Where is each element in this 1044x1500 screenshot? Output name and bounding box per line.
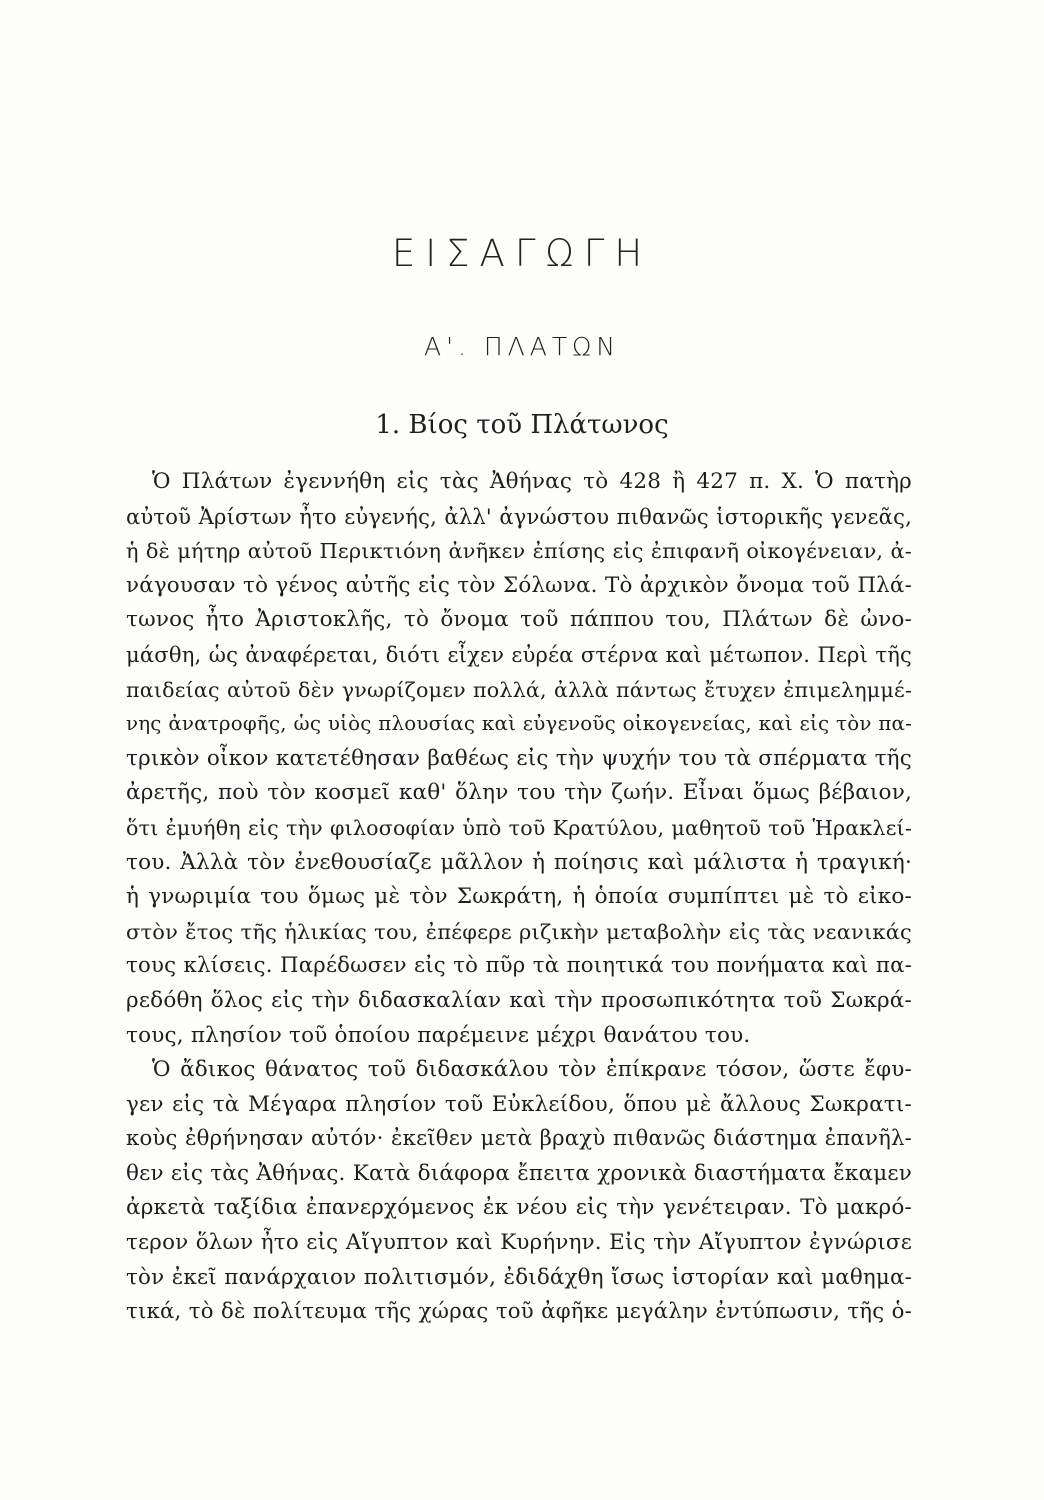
paragraph-1 [126, 465, 912, 1053]
text-line: τρικὸν οἶκον κατετέθησαν βαθέως εἰς τὴν ψυχήν του τὰ σπέρματα τῆς [126, 745, 912, 771]
text-line: αὐτοῦ Ἀρίστων ἦτο εὐγενής, ἀλλ' ἀγνώστου πιθανῶς ἱστορικῆς γενεᾶς, [126, 503, 912, 529]
text-line: νης ἀνατροφῆς, ὡς υἱὸς πλουσίας καὶ εὐγενοῦς οἰκογενείας, καὶ εἰς τὸν πα- [126, 712, 912, 736]
text-line: τὸν ἐκεῖ πανάρχαιον πολιτισμόν, ἐδιδάχθη ἴσως ἱστορίαν καὶ μαθημα- [126, 1264, 912, 1290]
text-line: τους κλίσεις. Παρέδωσεν εἰς τὸ πῦρ τὰ ποιητικά του πονήματα καὶ πα- [126, 953, 912, 979]
text-line: τικά, τὸ δὲ πολίτευμα τῆς χώρας τοῦ ἀφῆκε μεγάλην ἐντύπωσιν, τῆς ὁ- [126, 1299, 912, 1325]
body-text [126, 465, 912, 1330]
text-line: νάγουσαν τὸ γένος αὐτῆς εἰς τὸν Σόλωνα. Τὸ ἀρχικὸν ὄνομα τοῦ Πλά- [126, 572, 912, 598]
text-line: Ὁ ἄδικος θάνατος τοῦ διδασκάλου τὸν ἐπίκρανε τόσον, ὥστε ἔφυ- [152, 1057, 912, 1083]
part-title: Α'. ΠΛΑΤΩΝ [424, 332, 620, 361]
text-line: τερον ὅλων ἦτο εἰς Αἴγυπτον καὶ Κυρήνην. Εἰς τὴν Αἴγυπτον ἐγνώρισε [126, 1230, 912, 1256]
text-line: παιδείας αὐτοῦ δὲν γνωρίζομεν πολλά, ἀλλὰ πάντως ἔτυχεν ἐπιμελημμέ- [126, 677, 912, 702]
chapter-title: ΕΙΣΑΓΩΓΗ [391, 232, 653, 275]
paragraph-2 [126, 1053, 912, 1330]
text-line: θεν εἰς τὰς Ἀθήνας. Κατὰ διάφορα ἔπειτα χρονικὰ διαστήματα ἔκαμεν [126, 1160, 912, 1186]
text-line: ἡ δὲ μήτηρ αὐτοῦ Περικτιόνη ἀνῆκεν ἐπίσης εἰς ἐπιφανῆ οἰκογένειαν, ἀ- [126, 539, 912, 564]
text-line: ὅτι ἐμυήθη εἰς τὴν φιλοσοφίαν ὑπὸ τοῦ Κρατύλου, μαθητοῦ τοῦ Ἡρακλεί- [126, 815, 912, 840]
text-line: ἀρκετὰ ταξίδια ἐπανερχόμενος ἐκ νέου εἰς τὴν γενέτειραν. Τὸ μακρό- [126, 1195, 912, 1221]
text-line: γεν εἰς τὰ Μέγαρα πλησίον τοῦ Εὐκλείδου, ὅπου μὲ ἄλλους Σωκρατι- [126, 1091, 912, 1117]
text-line: μάσθη, ὡς ἀναφέρεται, διότι εἶχεν εὐρέα στέρνα καὶ μέτωπον. Περὶ τῆς [126, 641, 912, 667]
text-line: ἀρετῆς, ποὺ τὸν κοσμεῖ καθ' ὅλην του τὴν ζωήν. Εἶναι ὅμως βέβαιον, [126, 780, 912, 806]
text-line: του. Ἀλλὰ τὸν ἐνεθουσίαζε μᾶλλον ἡ ποίησις καὶ μάλιστα ἡ τραγική· [126, 849, 912, 875]
text-line: κοὺς ἐθρήνησαν αὐτόν· ἐκεῖθεν μετὰ βραχὺ πιθανῶς διάστημα ἐπανῆλ- [126, 1126, 912, 1152]
text-line: ρεδόθη ὅλος εἰς τὴν διδασκαλίαν καὶ τὴν προσωπικότητα τοῦ Σωκρά- [126, 987, 912, 1013]
text-line: τους, πλησίον τοῦ ὁποίου παρέμεινε μέχρι θανάτου του. [126, 1022, 751, 1048]
section-title: 1. Βίος τοῦ Πλάτωνος [375, 410, 669, 440]
text-line: ἡ γνωριμία του ὅμως μὲ τὸν Σωκράτη, ἡ ὁποία συμπίπτει μὲ τὸ εἰκο- [126, 884, 912, 910]
text-line: τωνος ἦτο Ἀριστοκλῆς, τὸ ὄνομα τοῦ πάππου του, Πλάτων δὲ ὠνο- [126, 607, 912, 633]
text-line: στὸν ἔτος τῆς ἡλικίας του, ἐπέφερε ριζικὴν μεταβολὴν εἰς τὰς νεανικάς [126, 919, 912, 944]
text-line: Ὁ Πλάτων ἐγεννήθη εἰς τὰς Ἀθήνας τὸ 428 ἢ 427 π. Χ. Ὁ πατὴρ [152, 469, 912, 494]
